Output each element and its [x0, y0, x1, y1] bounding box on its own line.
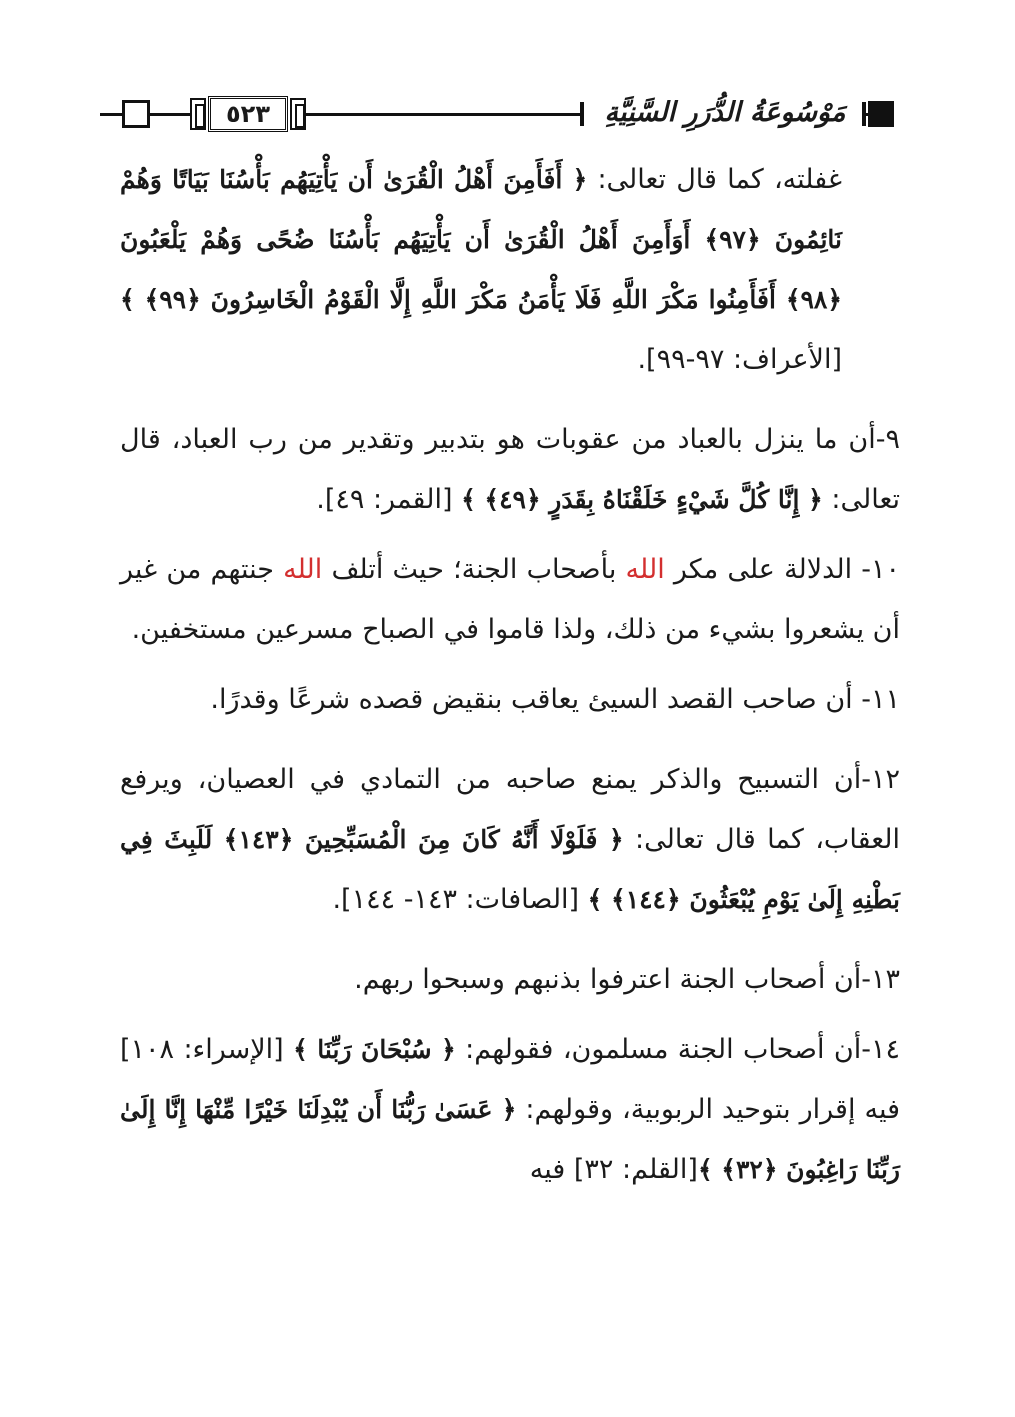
book-title-logo: مَوْسُوعَةُ الدُّرَرِ السَّنِيَّةِ [604, 97, 846, 128]
header-rule-middle [306, 113, 582, 116]
list-item-14 [120, 1020, 900, 1200]
header-square-ornament-right [868, 101, 894, 127]
paragraph-continued [120, 150, 900, 390]
list-item-11 [120, 670, 900, 730]
paragraph-text: الدلالة على مكر [664, 554, 862, 585]
verse-reference: [القلم: ٣٢] فيه [529, 1154, 698, 1185]
verse-reference: [الصافات: ١٤٣- ١٤٤]. [332, 884, 588, 915]
divine-name-highlight: الله [283, 554, 323, 585]
paragraph-text: أن أصحاب الجنة مسلمون، فقولهم: [455, 1034, 862, 1065]
header-divider-tick [580, 102, 584, 126]
list-item-13 [120, 950, 900, 1010]
header-square-ornament-left [122, 100, 150, 128]
header-rule-left [150, 113, 190, 116]
page-number: ٥٢٣ [208, 96, 288, 132]
verse-reference: [القمر: ٤٩]. [316, 484, 462, 515]
quran-verse: ﴿ فَلَوْلَا أَنَّهُ كَانَ مِنَ الْمُسَبِّحِينَ ﴿١٤٣﴾ لَلَبِثَ فِي بَطْنِهِ إِلَىٰ يَوْمِ يُبْعَثُونَ ﴿١٤٤﴾ ﴾ [120, 825, 900, 914]
quran-verse: ﴿ إِنَّا كُلَّ شَيْءٍ خَلَقْنَاهُ بِقَدَرٍ ﴿٤٩﴾ ﴾ [461, 485, 823, 514]
quran-verse: ﴿ سُبْحَانَ رَبِّنَا ﴾ [293, 1035, 456, 1064]
item-number: ١١- [861, 684, 900, 715]
item-number: ١٣- [861, 964, 900, 995]
divine-name-highlight: الله [625, 554, 665, 585]
verse-reference: [الأعراف: ٩٧-٩٩]. [637, 344, 842, 375]
verse-reference: [الإسراء: ١٠٨] فيه إقرار بتوحيد الربوبية، وقولهم: [120, 1034, 901, 1125]
item-number: ١٠- [861, 554, 901, 585]
item-number: ١٢- [861, 764, 900, 795]
paragraph-text: بأصحاب الجنة؛ حيث أتلف [322, 554, 626, 585]
list-item-9 [120, 410, 900, 530]
paragraph-text: أن صاحب القصد السيئ يعاقب بنقيض قصده شرعًا وقدرًا. [210, 684, 862, 715]
header-knot-ornament-right [290, 98, 306, 130]
paragraph-text: أن التسبيح والذكر يمنع صاحبه من التمادي في العصيان، ويرفع العقاب، كما قال تعالى: [120, 764, 900, 855]
paragraph-text: أن أصحاب الجنة اعترفوا بذنبهم وسبحوا ربهم. [354, 964, 862, 995]
paragraph-text: أن ما ينزل بالعباد من عقوبات هو بتدبير وتقدير من رب العباد، قال تعالى: [120, 424, 900, 515]
page-content [120, 150, 900, 1200]
quran-verse: ﴿ أَفَأَمِنَ أَهْلُ الْقُرَىٰ أَن يَأْتِيَهُم بَأْسُنَا بَيَاتًا وَهُمْ نَائِمُونَ ﴿٩٧﴾ أَوَأَمِنَ أَهْلُ الْقُرَىٰ أَن يَأْتِيَهُم بَأْسُنَا ضُحًى وَهُمْ يَلْعَبُونَ ﴿٩٨﴾ أَفَأَمِنُوا مَكْرَ اللَّهِ فَلَا يَأْمَنُ مَكْرَ اللَّهِ إِلَّا الْقَوْمُ الْخَاسِرُونَ ﴿٩٩﴾ ﴾ [120, 165, 842, 314]
page-header [100, 88, 900, 140]
header-knot-ornament-left [190, 98, 206, 130]
list-item-12 [120, 750, 900, 930]
header-rule-left-outer [100, 113, 122, 116]
item-number: ١٤- [861, 1034, 900, 1065]
list-item-10 [120, 540, 900, 660]
paragraph-text: جنتهم من غير أن يشعروا بشيء من ذلك، ولذا قاموا في الصباح مسرعين مستخفين. [120, 554, 900, 645]
item-number: ٩- [875, 424, 900, 455]
quran-verse: ﴿ عَسَىٰ رَبُّنَا أَن يُبْدِلَنَا خَيْرًا مِّنْهَا إِنَّا إِلَىٰ رَبِّنَا رَاغِبُونَ ﴿٣٢﴾ ﴾ [120, 1095, 900, 1184]
paragraph-text: غفلته، كما قال تعالى: [587, 164, 843, 195]
